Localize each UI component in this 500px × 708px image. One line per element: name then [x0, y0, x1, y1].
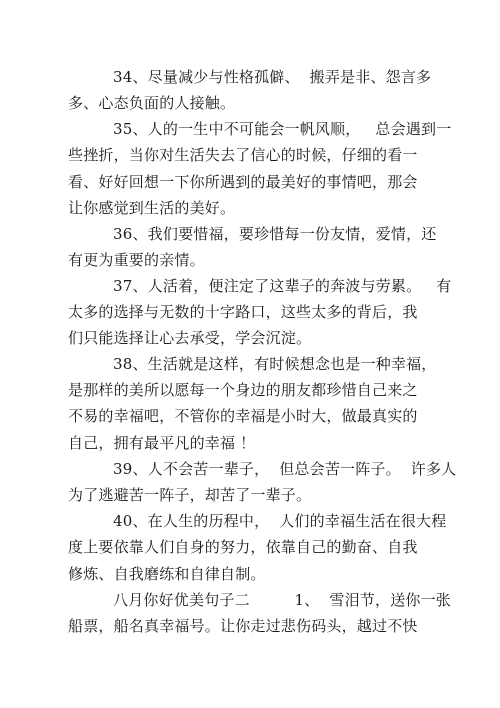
text-line: 为了逃避苦一阵子，却苦了一辈子。	[68, 486, 312, 504]
text-line: 看、好好回想一下你所遇到的最美好的事情吧，那会	[68, 173, 418, 191]
text-line: 修炼、自我磨练和自律自制。	[68, 565, 266, 583]
text-line: 有更为重要的亲情。	[68, 251, 205, 269]
text-line: 40、在人生的历程中， 人们的幸福生活在很大程	[113, 512, 447, 530]
text-line: 多、心态负面的人接触。	[68, 94, 236, 112]
text-line: 些挫折，当你对生活失去了信心的时候，仔细的看一	[68, 146, 418, 164]
text-line: 35、人的一生中不可能会一帆风顺， 总会遇到一	[113, 120, 452, 138]
text-line: 船票，船名真幸福号。让你走过悲伤码头，越过不快	[68, 617, 418, 635]
text-line: 37、人活着，便注定了这辈子的奔波与劳累。 有	[113, 277, 452, 295]
text-line: 让你感觉到生活的美好。	[68, 199, 236, 217]
text-line: 36、我们要惜福，要珍惜每一份友情，爱情，还	[113, 225, 437, 243]
text-line: 自己，拥有最平凡的幸福 ！	[68, 434, 256, 452]
text-line: 38、生活就是这样，有时候想念也是一种幸福，	[113, 355, 437, 373]
text-line: 39、人不会苦一辈子， 但总会苦一阵子。 许多人	[113, 460, 457, 478]
text-line: 是那样的美所以愿每一个身边的朋友都珍惜自己来之	[68, 381, 418, 399]
text-line: 们只能选择让心去承受，学会沉淀。	[68, 329, 312, 347]
text-line: 度上要依靠人们自身的努力，依靠自己的勤奋、自我	[68, 538, 418, 556]
text-line: 太多的选择与无数的十字路口，这些太多的背后，我	[68, 303, 418, 321]
text-line: 八月你好优美句子二 1、 雪泪节，送你一张	[113, 591, 451, 609]
text-line: 不易的幸福吧，不管你的幸福是小时大，做最真实的	[68, 407, 418, 425]
text-line: 34、尽量减少与性格孤僻、 搬弄是非、怨言多	[113, 68, 432, 86]
